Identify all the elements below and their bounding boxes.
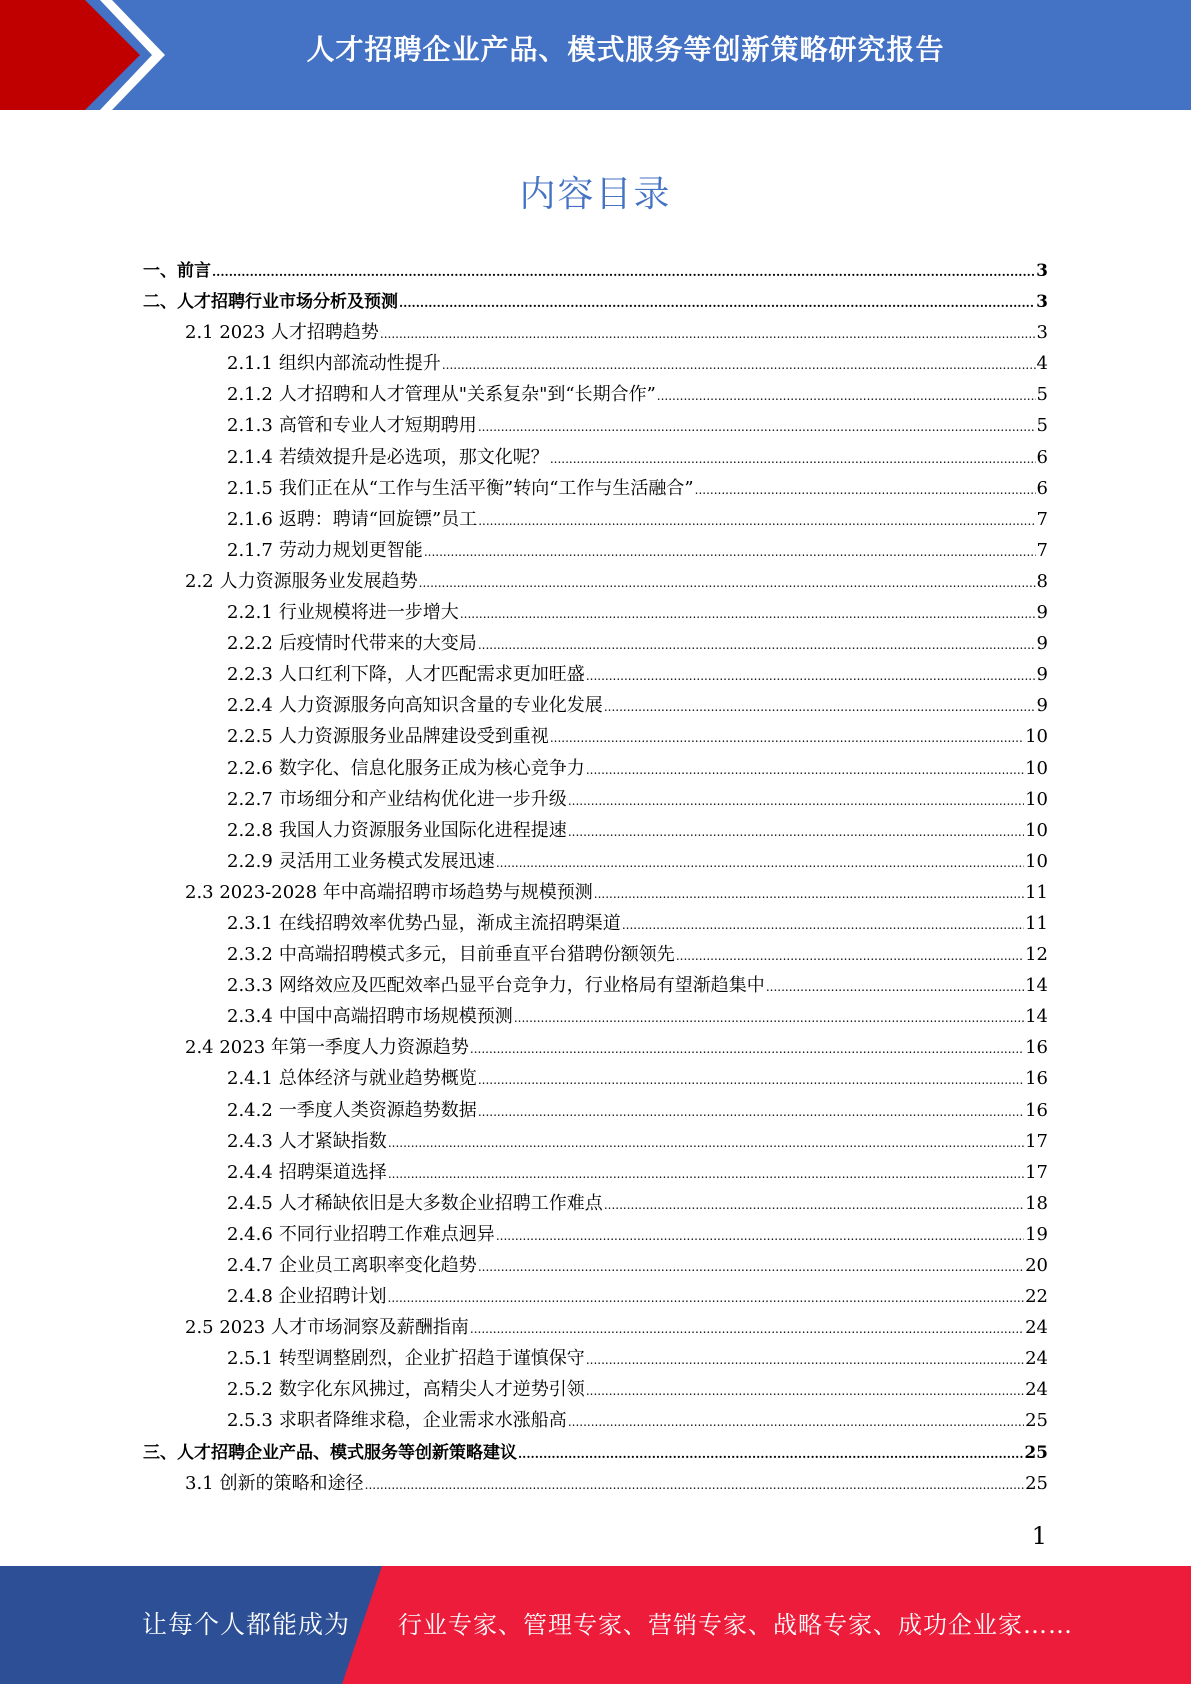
toc-entry[interactable] <box>143 1033 1048 1064</box>
toc-entry-number: 2.4.2 <box>227 1099 273 1121</box>
toc-entry-label <box>227 1251 477 1277</box>
toc-entry-title: 市场细分和产业结构优化进一步升级 <box>278 788 567 810</box>
toc-entry-number: 2.4.5 <box>227 1192 273 1214</box>
toc-entry[interactable] <box>143 411 1048 442</box>
toc-entry-number: 2.5.2 <box>227 1379 273 1401</box>
toc-leader-dots <box>470 1042 1024 1056</box>
toc-entry-label <box>227 1002 513 1028</box>
toc-entry-label <box>227 536 423 562</box>
toc-entry-label <box>227 785 567 811</box>
toc-entry-page: 5 <box>1036 384 1048 406</box>
toc-leader-dots <box>518 1447 1023 1461</box>
toc-entry-page: 10 <box>1025 757 1048 779</box>
toc-entry-page: 6 <box>1036 477 1048 499</box>
toc-entry[interactable] <box>143 878 1048 909</box>
toc-leader-dots <box>604 1198 1024 1212</box>
toc-entry-page: 25 <box>1025 1472 1048 1494</box>
toc-entry-number: 2.3.2 <box>227 944 273 966</box>
toc-leader-dots <box>586 763 1024 777</box>
toc-leader-dots <box>388 1291 1025 1305</box>
toc-entry-title: 中国中高端招聘市场规模预测 <box>278 1006 513 1028</box>
toc-entry[interactable] <box>143 1002 1048 1033</box>
toc-entry-page: 5 <box>1036 415 1048 437</box>
toc-leader-dots <box>424 545 1036 559</box>
toc-leader-dots <box>586 669 1036 683</box>
toc-entry-page: 19 <box>1025 1223 1048 1245</box>
toc-entry-title: 总体经济与就业趋势概览 <box>278 1068 477 1090</box>
toc-entry-title: 转型调整剧烈，企业扩招趋于谨慎保守 <box>278 1348 585 1370</box>
toc-entry-title: 创新的策略和途径 <box>219 1472 364 1494</box>
toc-entry-page: 11 <box>1025 912 1048 934</box>
toc-leader-dots <box>496 1229 1024 1243</box>
toc-entry[interactable] <box>143 567 1048 598</box>
toc-entry-title: 行业规模将进一步增大 <box>278 602 459 624</box>
toc-leader-dots <box>604 700 1036 714</box>
toc-entry[interactable] <box>143 536 1048 567</box>
toc-entry[interactable] <box>143 722 1048 753</box>
toc-leader-dots <box>478 1260 1024 1274</box>
toc-entry-title: 我国人力资源服务业国际化进程提速 <box>278 819 567 841</box>
toc-entry-page: 9 <box>1036 695 1048 717</box>
toc-entry-label <box>227 443 549 469</box>
toc-entry-label <box>227 971 765 997</box>
toc-entry-title: 在线招聘效率优势凸显，渐成主流招聘渠道 <box>278 912 621 934</box>
toc-entry-page: 17 <box>1025 1161 1048 1183</box>
toc-leader-dots <box>442 358 1036 372</box>
toc-leader-dots <box>568 794 1024 808</box>
toc-leader-dots <box>478 1105 1024 1119</box>
toc-entry-title: 我们正在从“工作与生活平衡”转向“工作与生活融合” <box>278 477 694 499</box>
toc-entry-page: 11 <box>1025 881 1048 903</box>
toc-entry-page: 24 <box>1025 1317 1048 1339</box>
toc-leader-dots <box>365 1478 1024 1492</box>
toc-entry-page: 25 <box>1024 1442 1048 1463</box>
toc-entry[interactable] <box>143 443 1048 474</box>
toc-entry-page: 9 <box>1036 664 1048 686</box>
toc-entry-label <box>227 940 675 966</box>
toc-entry-page: 12 <box>1025 944 1048 966</box>
toc-entry-number: 2.2 <box>185 570 214 592</box>
toc-entry-label <box>185 1033 469 1059</box>
toc-entry-title: 二、人才招聘行业市场分析及预测 <box>143 292 398 313</box>
toc-entry[interactable] <box>143 287 1048 318</box>
toc-leader-dots <box>594 887 1024 901</box>
toc-entry-label <box>227 474 694 500</box>
toc-entry[interactable] <box>143 1375 1048 1406</box>
toc-entry-label <box>227 754 585 780</box>
toc-entry-number: 2.5.3 <box>227 1410 273 1432</box>
toc-entry-page: 10 <box>1025 819 1048 841</box>
toc-leader-dots <box>388 1167 1024 1181</box>
toc-entry[interactable] <box>143 1282 1048 1313</box>
toc-leader-dots <box>470 1322 1024 1336</box>
toc-entry-label <box>185 567 418 593</box>
toc-entry-number: 2.2.7 <box>227 788 273 810</box>
toc-entry-title: 招聘渠道选择 <box>278 1161 387 1183</box>
toc-entry-title: 人力资源服务业发展趋势 <box>219 570 418 592</box>
toc-entry[interactable] <box>143 598 1048 629</box>
toc-entry-page: 7 <box>1036 508 1048 530</box>
toc-entry-page: 16 <box>1025 1068 1048 1090</box>
toc-entry-title: 三、人才招聘企业产品、模式服务等创新策略建议 <box>143 1442 517 1463</box>
toc-entry-number: 2.2.3 <box>227 664 273 686</box>
page-footer <box>0 1566 1191 1684</box>
toc-entry-label <box>227 1375 585 1401</box>
toc-entry-label <box>227 1282 387 1308</box>
toc-entry[interactable] <box>143 349 1048 380</box>
toc-entry-number: 2.2.9 <box>227 850 273 872</box>
toc-entry-label <box>227 660 585 686</box>
toc-leader-dots <box>388 1136 1024 1150</box>
toc-entry-label <box>227 1096 477 1122</box>
toc-entry[interactable] <box>143 940 1048 971</box>
toc-entry-label <box>227 1220 495 1246</box>
toc-entry-page: 14 <box>1025 975 1048 997</box>
toc-entry-page: 3 <box>1036 261 1048 281</box>
toc-entry-title: 人才招聘和人才管理从"关系复杂"到“长期合作” <box>278 384 656 406</box>
toc-entry-label <box>185 878 593 904</box>
page-header <box>0 0 1191 110</box>
toc-entry[interactable] <box>143 1096 1048 1127</box>
toc-entry-label <box>227 1127 387 1153</box>
toc-leader-dots <box>212 265 1035 279</box>
toc-entry-title: 数字化东风拂过，高精尖人才逆势引领 <box>278 1379 585 1401</box>
footer-slogan-right: 行业专家、管理专家、营销专家、战略专家、成功企业家…… <box>398 1611 1073 1639</box>
toc-entry-label <box>227 1344 585 1370</box>
toc-entry-title: 2.4.8 企业招聘计划 <box>227 1286 387 1308</box>
toc-entry-page: 4 <box>1036 353 1048 375</box>
toc-entry-label <box>227 847 495 873</box>
toc-entry-title: 人才稀缺依旧是大多数企业招聘工作难点 <box>278 1192 603 1214</box>
toc-entry[interactable] <box>143 505 1048 536</box>
toc-entry-title: 灵活用工业务模式发展迅速 <box>278 850 495 872</box>
toc-leader-dots <box>460 607 1036 621</box>
toc-leader-dots <box>586 1353 1024 1367</box>
toc-entry[interactable] <box>143 971 1048 1002</box>
toc-entry[interactable] <box>143 691 1048 722</box>
toc-entry-number: 2.1.6 <box>227 508 273 530</box>
toc-leader-dots <box>550 452 1036 466</box>
toc-entry-title: 高管和专业人才短期聘用 <box>278 415 477 437</box>
toc-entry-label <box>227 1158 387 1184</box>
toc-entry-label <box>227 1064 477 1090</box>
toc-entry-title: 若绩效提升是必选项，那文化呢？ <box>278 446 549 468</box>
toc-leader-dots <box>568 825 1024 839</box>
toc-leader-dots <box>550 731 1024 745</box>
toc-entry[interactable] <box>143 1438 1048 1469</box>
toc-leader-dots <box>514 1011 1024 1025</box>
toc-entry[interactable] <box>143 1406 1048 1437</box>
toc-entry[interactable] <box>143 1127 1048 1158</box>
toc-heading: 内容目录 <box>519 174 672 215</box>
toc-entry-label <box>227 1406 567 1432</box>
toc-entry-number: 2.1.2 <box>227 384 273 406</box>
table-of-contents <box>143 256 1048 1500</box>
toc-entry[interactable] <box>143 754 1048 785</box>
toc-entry-label <box>143 256 211 281</box>
toc-entry-title: 组织内部流动性提升 <box>278 353 441 375</box>
toc-entry-page: 6 <box>1036 446 1048 468</box>
toc-entry[interactable] <box>143 847 1048 878</box>
toc-leader-dots <box>478 514 1035 528</box>
toc-entry-number: 2.2.6 <box>227 757 273 779</box>
toc-leader-dots <box>766 980 1024 994</box>
toc-entry-page: 17 <box>1025 1130 1048 1152</box>
toc-entry-label <box>227 411 477 437</box>
toc-leader-dots <box>695 483 1036 497</box>
toc-entry-number: 2.2.1 <box>227 602 273 624</box>
toc-entry-page: 9 <box>1036 633 1048 655</box>
toc-entry-number: 2.1.3 <box>227 415 273 437</box>
toc-entry[interactable] <box>143 785 1048 816</box>
toc-leader-dots <box>478 638 1036 652</box>
toc-leader-dots <box>676 949 1024 963</box>
toc-entry[interactable] <box>143 1220 1048 1251</box>
toc-entry[interactable] <box>143 1469 1048 1500</box>
toc-entry-label <box>227 505 477 531</box>
toc-entry-title: 人口红利下降，人才匹配需求更加旺盛 <box>278 664 585 686</box>
toc-leader-dots <box>622 918 1024 932</box>
toc-entry[interactable] <box>143 1251 1048 1282</box>
toc-entry-number: 2.2.2 <box>227 633 273 655</box>
toc-entry-page: 7 <box>1036 539 1048 561</box>
toc-entry-title: 不同行业招聘工作难点迥异 <box>278 1223 495 1245</box>
toc-entry-label <box>143 287 398 312</box>
toc-entry[interactable] <box>143 1189 1048 1220</box>
toc-leader-dots <box>380 327 1036 341</box>
toc-entry-page: 18 <box>1025 1192 1048 1214</box>
toc-entry-number: 2.1.7 <box>227 539 273 561</box>
toc-entry[interactable] <box>143 909 1048 940</box>
toc-entry-title: 数字化、信息化服务正成为核心竞争力 <box>278 757 585 779</box>
toc-entry-label <box>227 909 621 935</box>
toc-entry-number: 2.4.7 <box>227 1255 273 1276</box>
toc-leader-dots <box>496 856 1024 870</box>
toc-leader-dots <box>657 389 1036 403</box>
toc-entry-number: 2.4.1 <box>227 1068 273 1090</box>
toc-entry-title: 中高端招聘模式多元，目前垂直平台猎聘份额领先 <box>278 944 675 966</box>
toc-entry[interactable] <box>143 816 1048 847</box>
toc-entry-number: 2.1.4 <box>227 446 273 468</box>
toc-entry-label <box>185 318 379 344</box>
toc-leader-dots <box>568 1415 1024 1429</box>
toc-entry-title: 人力资源服务向高知识含量的专业化发展 <box>278 695 603 717</box>
toc-entry-page: 24 <box>1025 1379 1048 1401</box>
toc-entry-number: 2.4.3 <box>227 1130 273 1152</box>
toc-entry[interactable] <box>143 474 1048 505</box>
toc-entry-title: 2.3 2023-2028 年中高端招聘市场趋势与规模预测 <box>185 881 593 903</box>
toc-entry-title: 2.5 2023 人才市场洞察及薪酬指南 <box>185 1317 469 1339</box>
toc-entry-title: 一、前言 <box>143 261 211 281</box>
toc-entry-label <box>185 1469 364 1495</box>
toc-leader-dots <box>478 420 1036 434</box>
toc-entry-title: 2.4 2023 年第一季度人力资源趋势 <box>185 1037 469 1059</box>
toc-entry[interactable] <box>143 318 1048 349</box>
toc-entry-page: 9 <box>1036 602 1048 624</box>
toc-entry-page: 14 <box>1025 1006 1048 1028</box>
toc-entry-number: 2.3.4 <box>227 1006 273 1028</box>
toc-entry-number: 2.4.4 <box>227 1161 273 1183</box>
toc-entry-number: 2.1.1 <box>227 353 273 375</box>
toc-entry-number: 2.3.1 <box>227 912 273 934</box>
toc-entry-label <box>227 816 567 842</box>
toc-entry-page: 10 <box>1025 726 1048 748</box>
toc-entry[interactable] <box>143 1313 1048 1344</box>
toc-entry-title: 企业员工离职率变化趋势 <box>278 1255 477 1276</box>
toc-entry-label <box>227 1189 603 1215</box>
toc-entry-page: 10 <box>1025 788 1048 810</box>
toc-entry-label <box>143 1438 517 1463</box>
toc-entry-page: 20 <box>1025 1255 1048 1276</box>
toc-entry[interactable] <box>143 1064 1048 1095</box>
toc-entry-number: 2.5.1 <box>227 1348 273 1370</box>
toc-entry-title: 后疫情时代带来的大变局 <box>278 633 477 655</box>
toc-entry-number: 2.4.6 <box>227 1223 273 1245</box>
toc-entry-number: 2.1.5 <box>227 477 273 499</box>
toc-entry-number: 2.2.8 <box>227 819 273 841</box>
toc-leader-dots <box>586 1384 1024 1398</box>
toc-entry-title: 人力资源服务业品牌建设受到重视 <box>278 726 549 748</box>
toc-leader-dots <box>419 576 1036 590</box>
toc-entry-label <box>227 691 603 717</box>
toc-entry-page: 16 <box>1025 1099 1048 1121</box>
toc-entry-page: 16 <box>1025 1037 1048 1059</box>
toc-entry-page: 3 <box>1036 322 1048 344</box>
page-number: 1 <box>1031 1522 1047 1550</box>
toc-entry[interactable] <box>143 629 1048 660</box>
toc-leader-dots <box>478 1073 1024 1087</box>
toc-entry-title: 2.1 2023 人才招聘趋势 <box>185 322 379 344</box>
header-title: 人才招聘企业产品、模式服务等创新策略研究报告 <box>306 33 945 66</box>
toc-entry-number: 3.1 <box>185 1472 214 1494</box>
toc-entry[interactable] <box>143 1344 1048 1375</box>
toc-entry-number: 2.2.5 <box>227 726 273 748</box>
toc-entry-title: 一季度人类资源趋势数据 <box>278 1099 477 1121</box>
toc-entry-number: 2.2.4 <box>227 695 273 717</box>
toc-entry-title: 返聘：聘请“回旋镖”员工 <box>278 508 478 530</box>
toc-entry[interactable] <box>143 660 1048 691</box>
toc-entry-label <box>185 1313 469 1339</box>
toc-entry-title: 劳动力规划更智能 <box>278 539 423 561</box>
toc-entry-page: 25 <box>1025 1410 1048 1432</box>
toc-entry-title: 网络效应及匹配效率凸显平台竞争力，行业格局有望渐趋集中 <box>278 975 765 997</box>
toc-entry-label <box>227 722 549 748</box>
toc-entry-title: 求职者降维求稳，企业需求水涨船高 <box>278 1410 567 1432</box>
toc-entry-label <box>227 629 477 655</box>
toc-entry-label <box>227 349 441 375</box>
toc-entry-title: 人才紧缺指数 <box>278 1130 387 1152</box>
toc-entry[interactable] <box>143 256 1048 287</box>
toc-entry[interactable] <box>143 380 1048 411</box>
toc-leader-dots <box>399 296 1035 310</box>
footer-slogan-left: 让每个人都能成为 <box>142 1610 351 1639</box>
toc-entry-number: 2.3.3 <box>227 975 273 997</box>
toc-entry[interactable] <box>143 1158 1048 1189</box>
toc-entry-page: 8 <box>1036 570 1048 592</box>
toc-entry-page: 10 <box>1025 850 1048 872</box>
toc-entry-page: 24 <box>1025 1348 1048 1370</box>
toc-entry-page: 3 <box>1036 292 1048 313</box>
toc-entry-label <box>227 598 459 624</box>
toc-entry-label <box>227 380 656 406</box>
toc-entry-page: 22 <box>1025 1286 1048 1308</box>
